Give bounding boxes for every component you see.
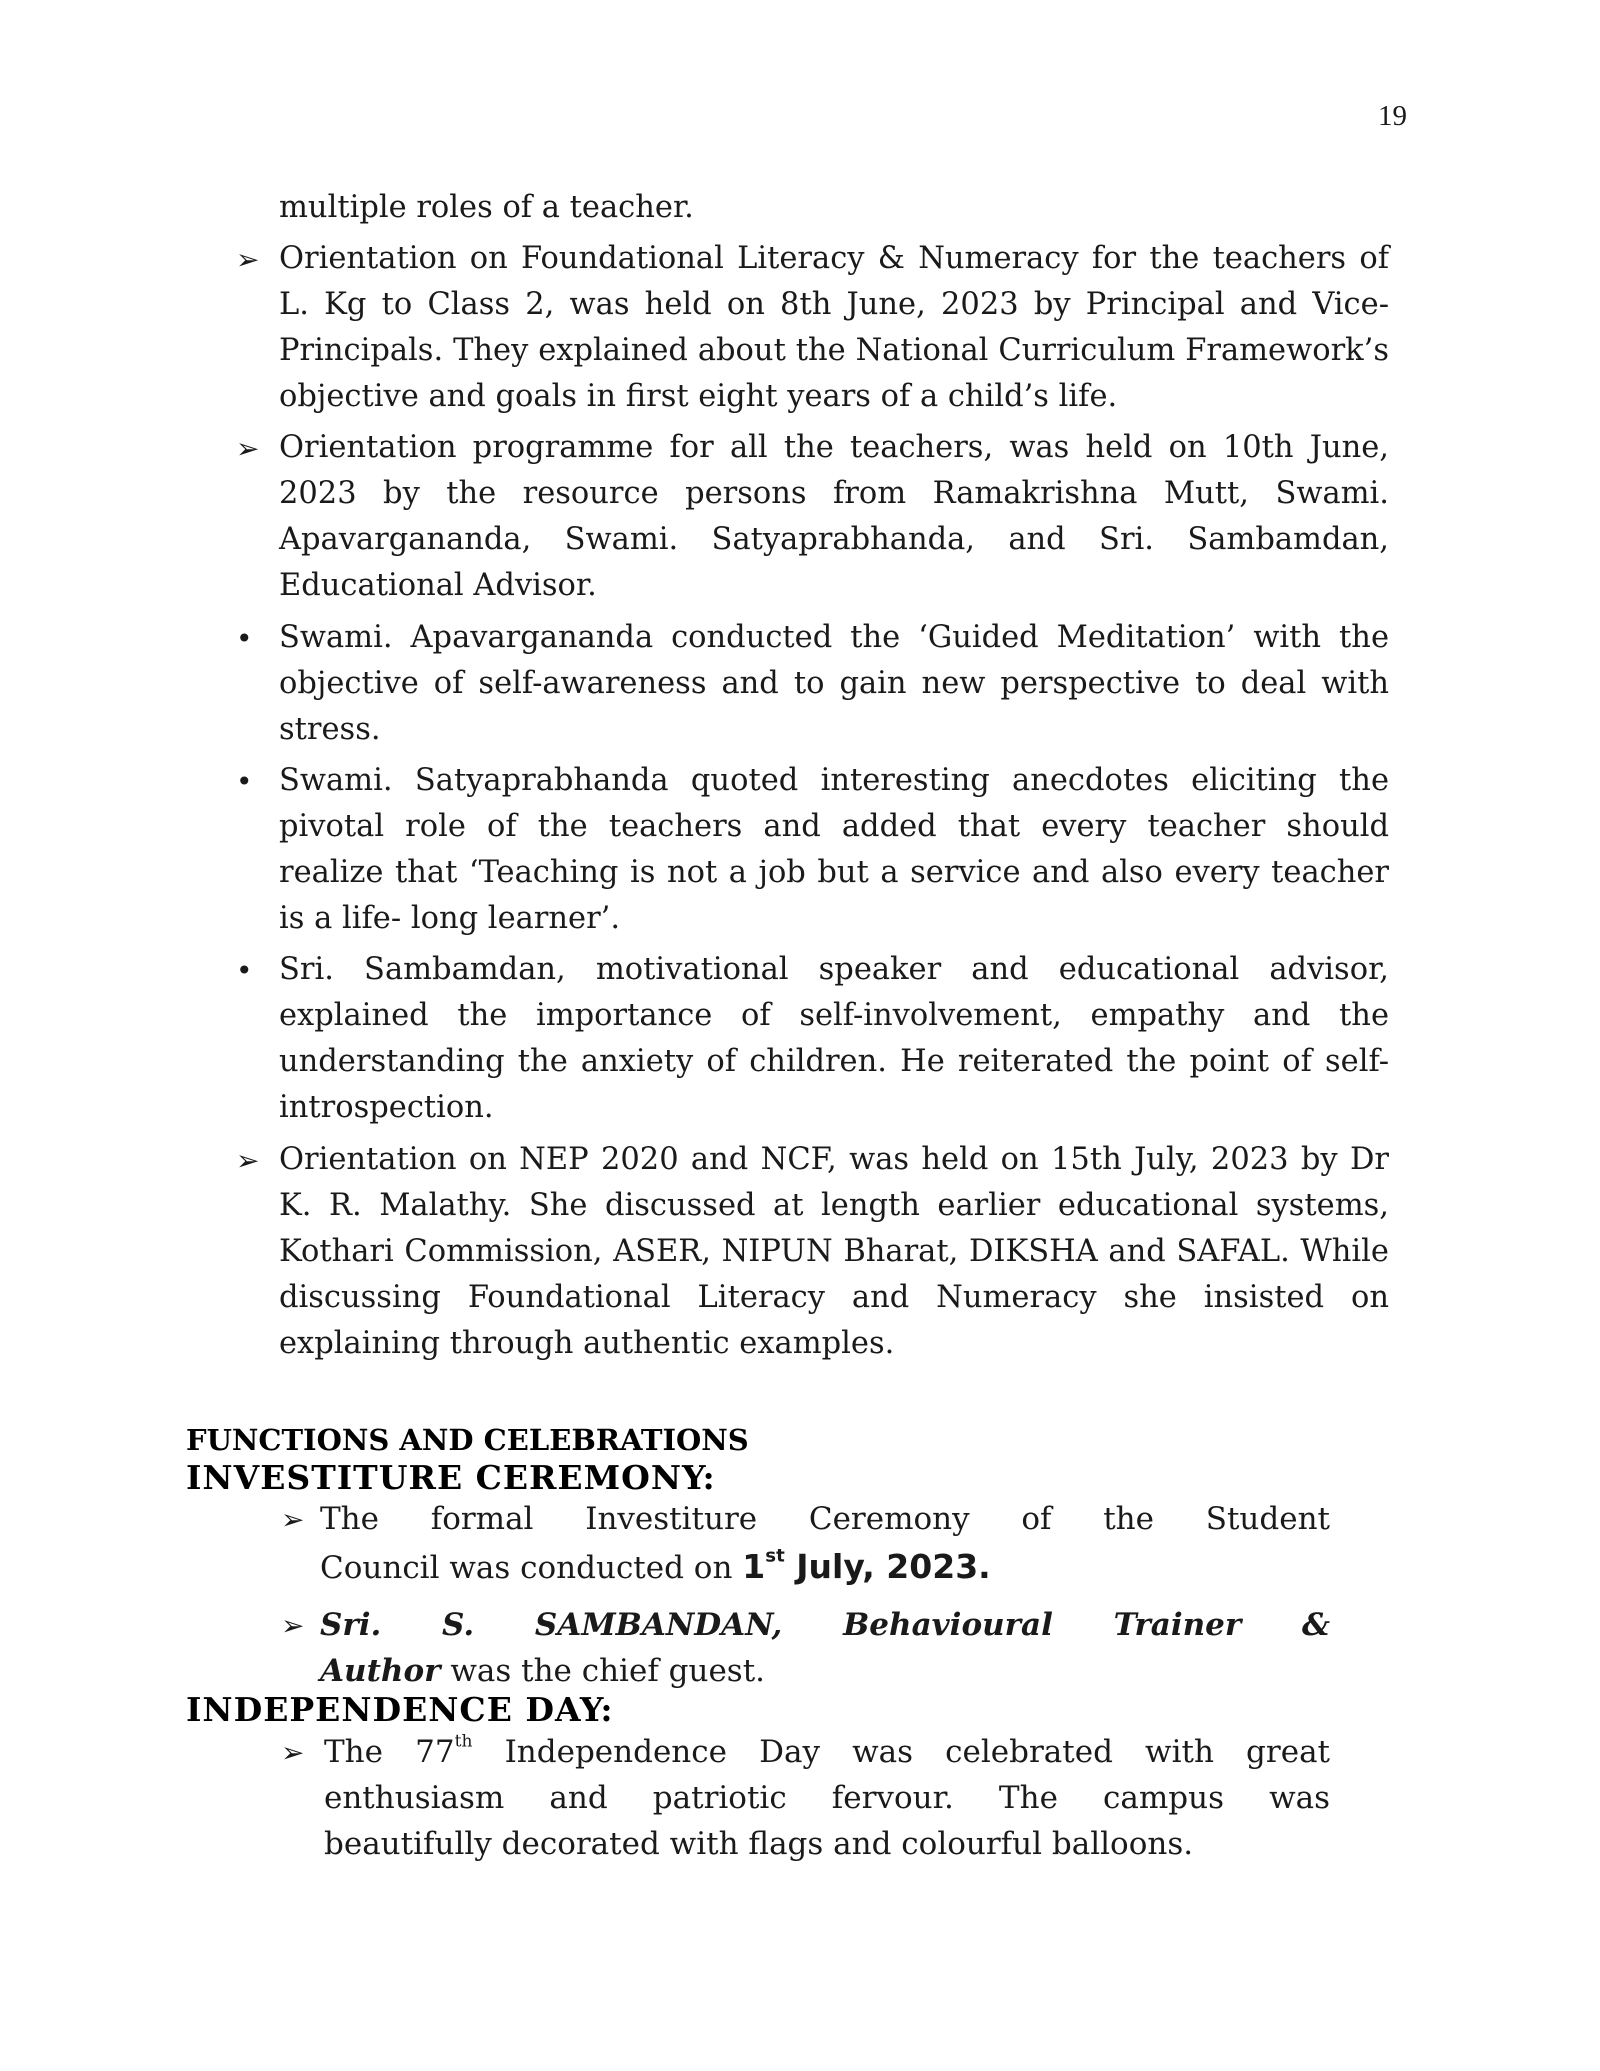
independence-item [324,1729,1330,1867]
arrow-bullet-icon: ➢ [281,1609,305,1642]
dot-bullet-icon: • [236,765,253,798]
investiture-item-1 [320,1496,1330,1591]
chief-guest-name: Sri. S. SAMBANDAN, Behavioural Trainer & [320,1607,1330,1643]
section-heading: FUNCTIONS AND CELEBRATIONS [186,1423,749,1457]
arrow-bullet-icon: ➢ [236,243,260,276]
investiture-line-2: Council was conducted on [320,1550,733,1586]
investiture-item-2 [320,1602,1330,1694]
investiture-line-1: The formal Investiture Ceremony of the Student [320,1501,1330,1537]
list-item: Orientation programme for all the teachers, was held on 10th June, 2023 by the resource persons from Ramakrishna Mutt, Swami. Apavargananda, Swami. Satyaprabhanda, and Sri. Sambamdan, Educational Advisor. [279,430,1389,603]
continuation-text: multiple roles of a teacher. [279,190,694,225]
dot-bullet-icon: • [236,622,253,655]
arrow-bullet-icon: ➢ [281,1503,305,1536]
list-item: Swami. Apavargananda conducted the ‘Guided Meditation’ with the objective of self-awareness and to gain new perspective to deal with stress. [279,620,1389,747]
list-item: Sri. Sambamdan, motivational speaker and educational advisor, explained the importance of self-involvement, empathy and the understanding the anxiety of children. He reiterated the point of self- introspection. [279,952,1389,1125]
arrow-bullet-icon: ➢ [236,1144,260,1177]
chief-guest-title: Author [320,1653,441,1689]
list-item: Orientation on Foundational Literacy & Numeracy for the teachers of L. Kg to Class 2, was held on 8th June, 2023 by Principal and Vice-Principals. They explained about the National Curriculum Framework’s objective and goals in first eight years of a child’s life. [279,241,1389,414]
independence-heading: INDEPENDENCE DAY: [186,1690,614,1729]
chief-guest-text: was the chief guest. [450,1653,766,1689]
arrow-bullet-icon: ➢ [281,1736,305,1769]
page-number: 19 [1378,100,1407,132]
independence-line-1: The 77th Independence Day was celebrated with great [324,1731,1331,1770]
investiture-date: 1st July, 2023. [742,1545,991,1586]
list-item: Swami. Satyaprabhanda quoted interesting anecdotes eliciting the pivotal role of the teachers and added that every teacher should realize that ‘Teaching is not a job but a service and also every teacher is a life- long learner’. [279,763,1389,936]
dot-bullet-icon: • [236,954,253,987]
list-item: Orientation on NEP 2020 and NCF, was held on 15th July, 2023 by Dr K. R. Malathy. She discussed at length earlier educational systems, Kothari Commission, ASER, NIPUN Bharat, DIKSHA and SAFAL. While discussing Foundational Literacy and Numeracy she insisted on explaining through authentic examples. [279,1142,1389,1361]
arrow-bullet-icon: ➢ [236,432,260,465]
independence-line-2: enthusiasm and patriotic fervour. The campus was [324,1780,1330,1816]
investiture-heading: INVESTITURE CEREMONY: [186,1458,716,1497]
independence-line-3: beautifully decorated with flags and colourful balloons. [324,1826,1194,1862]
